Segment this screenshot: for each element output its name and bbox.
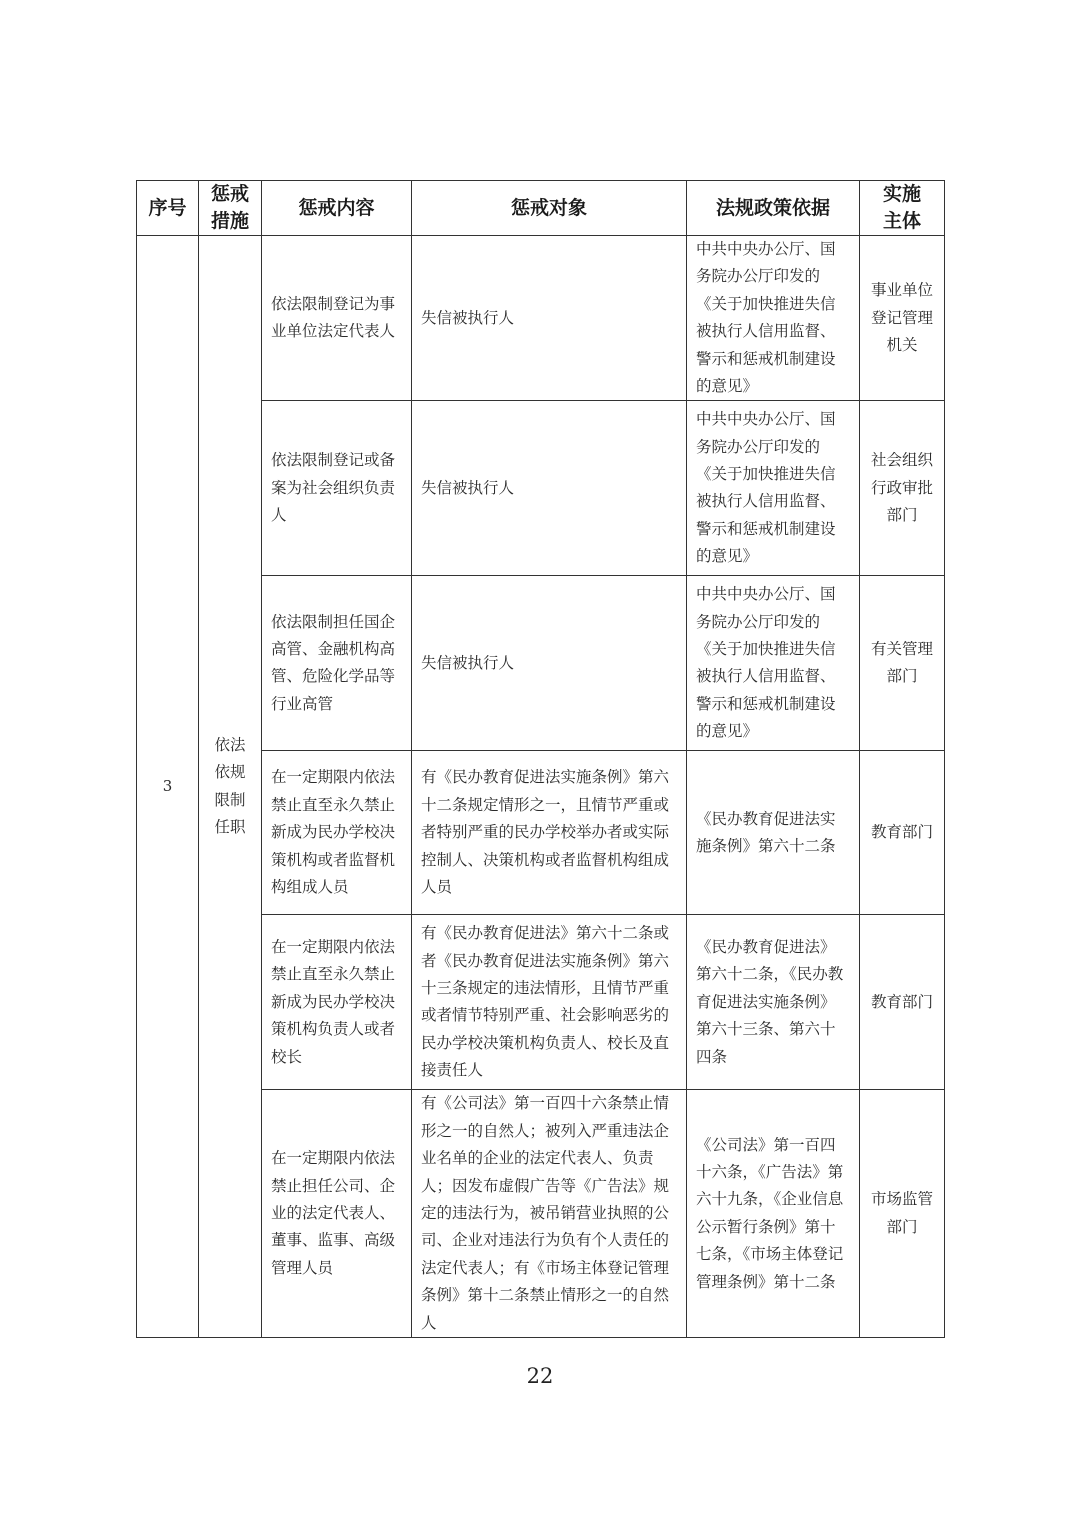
content-cell xyxy=(262,401,412,576)
basis-cell xyxy=(687,236,860,401)
header-seq: 序号 xyxy=(137,181,199,236)
agency-text: 社会组织行政审批部门 xyxy=(870,451,933,525)
seq-cell xyxy=(137,236,199,1338)
target-cell xyxy=(412,1090,687,1338)
basis-text: 《公司法》第一百四十六条，《广告法》第六十九条，《企业信息公示暂行条例》第十七条，《市场主体登记管理条例》第十二条 xyxy=(696,1135,844,1291)
target-text: 失信被执行人 xyxy=(421,308,515,327)
agency-text: 教育部门 xyxy=(870,992,933,1011)
content-text: 在一定期限内依法禁止直至永久禁止新成为民办学校决策机构或者监督机构组成人员 xyxy=(271,768,396,897)
basis-cell xyxy=(687,915,860,1090)
agency-cell xyxy=(860,1090,945,1338)
basis-text: 中共中央办公厅、国务院办公厅印发的《关于加快推进失信被执行人信用监督、警示和惩戒机制建设的意见》 xyxy=(696,410,836,566)
basis-cell xyxy=(687,751,860,915)
basis-cell xyxy=(687,401,860,576)
header-content: 惩戒内容 xyxy=(262,181,412,236)
target-text: 失信被执行人 xyxy=(421,478,515,497)
header-agency-line1: 实施 xyxy=(882,183,921,205)
content-text: 依法限制担任国企高管、金融机构高管、危险化学品等行业高管 xyxy=(271,612,396,713)
agency-cell xyxy=(860,401,945,576)
target-text: 失信被执行人 xyxy=(421,653,515,672)
content-cell xyxy=(262,751,412,915)
table-header-row xyxy=(137,181,945,236)
measure-line: 限制 xyxy=(214,790,246,809)
measure-text xyxy=(199,732,261,842)
basis-cell xyxy=(687,1090,860,1338)
agency-cell xyxy=(860,576,945,751)
header-target: 惩戒对象 xyxy=(412,181,687,236)
basis-text: 中共中央办公厅、国务院办公厅印发的《关于加快推进失信被执行人信用监督、警示和惩戒机制建设的意见》 xyxy=(696,240,836,396)
content-cell xyxy=(262,1090,412,1338)
agency-cell xyxy=(860,915,945,1090)
content-cell xyxy=(262,236,412,401)
basis-text: 《民办教育促进法》第六十二条，《民办教育促进法实施条例》第六十三条、第六十四条 xyxy=(696,937,844,1066)
content-cell xyxy=(262,915,412,1090)
target-cell xyxy=(412,576,687,751)
content-text: 在一定期限内依法禁止直至永久禁止新成为民办学校决策机构负责人或者校长 xyxy=(271,937,396,1066)
agency-text: 教育部门 xyxy=(870,823,933,842)
target-cell xyxy=(412,401,687,576)
content-cell xyxy=(262,576,412,751)
agency-text: 有关管理部门 xyxy=(870,640,933,686)
punishment-measures-table xyxy=(136,180,945,1338)
measure-line: 依法 xyxy=(214,735,246,754)
target-cell xyxy=(412,236,687,401)
target-text: 有《公司法》第一百四十六条禁止情形之一的自然人；被列入严重违法企业名单的企业的法定代表人、负责人；因发布虚假广告等《广告法》规定的违法行为，被吊销营业执照的公司、企业对违法行为负有个人责任的法定代表人；有《市场主体登记管理条例》第十二条禁止情形之一的自然人 xyxy=(421,1094,670,1332)
content-text: 在一定期限内依法禁止担任公司、企业的法定代表人、董事、监事、高级管理人员 xyxy=(271,1149,396,1277)
target-text: 有《民办教育促进法实施条例》第六十二条规定情形之一，且情节严重或者特别严重的民办学校举办者或实际控制人、决策机构或者监督机构组成人员 xyxy=(421,768,670,897)
basis-text: 中共中央办公厅、国务院办公厅印发的《关于加快推进失信被执行人信用监督、警示和惩戒机制建设的意见》 xyxy=(696,585,836,741)
target-cell xyxy=(412,751,687,915)
content-text: 依法限制登记或备案为社会组织负责人 xyxy=(271,451,396,525)
header-agency-line2: 主体 xyxy=(882,210,921,232)
table-row xyxy=(137,236,945,401)
agency-cell xyxy=(860,751,945,915)
content-text: 依法限制登记为事业单位法定代表人 xyxy=(271,294,396,341)
agency-text: 事业单位登记管理机关 xyxy=(870,281,933,354)
measure-cell xyxy=(199,236,262,1338)
basis-text: 《民办教育促进法实施条例》第六十二条 xyxy=(696,809,836,855)
basis-cell xyxy=(687,576,860,751)
agency-text: 市场监管部门 xyxy=(870,1190,933,1236)
measure-line: 任职 xyxy=(214,817,246,836)
header-basis: 法规政策依据 xyxy=(687,181,860,236)
header-measure xyxy=(199,181,262,236)
page-number: 22 xyxy=(526,1364,554,1388)
target-cell xyxy=(412,915,687,1090)
header-agency xyxy=(860,181,945,236)
measure-line: 依规 xyxy=(214,763,246,782)
header-measure-line2: 措施 xyxy=(210,210,249,232)
target-text: 有《民办教育促进法》第六十二条或者《民办教育促进法实施条例》第六十三条规定的违法情形，且情节严重或者情节特别严重、社会影响恶劣的民办学校决策机构负责人、校长及直接责任人 xyxy=(421,924,670,1080)
agency-cell xyxy=(860,236,945,401)
header-measure-line1: 惩戒 xyxy=(210,183,249,205)
seq-number: 3 xyxy=(162,776,173,795)
